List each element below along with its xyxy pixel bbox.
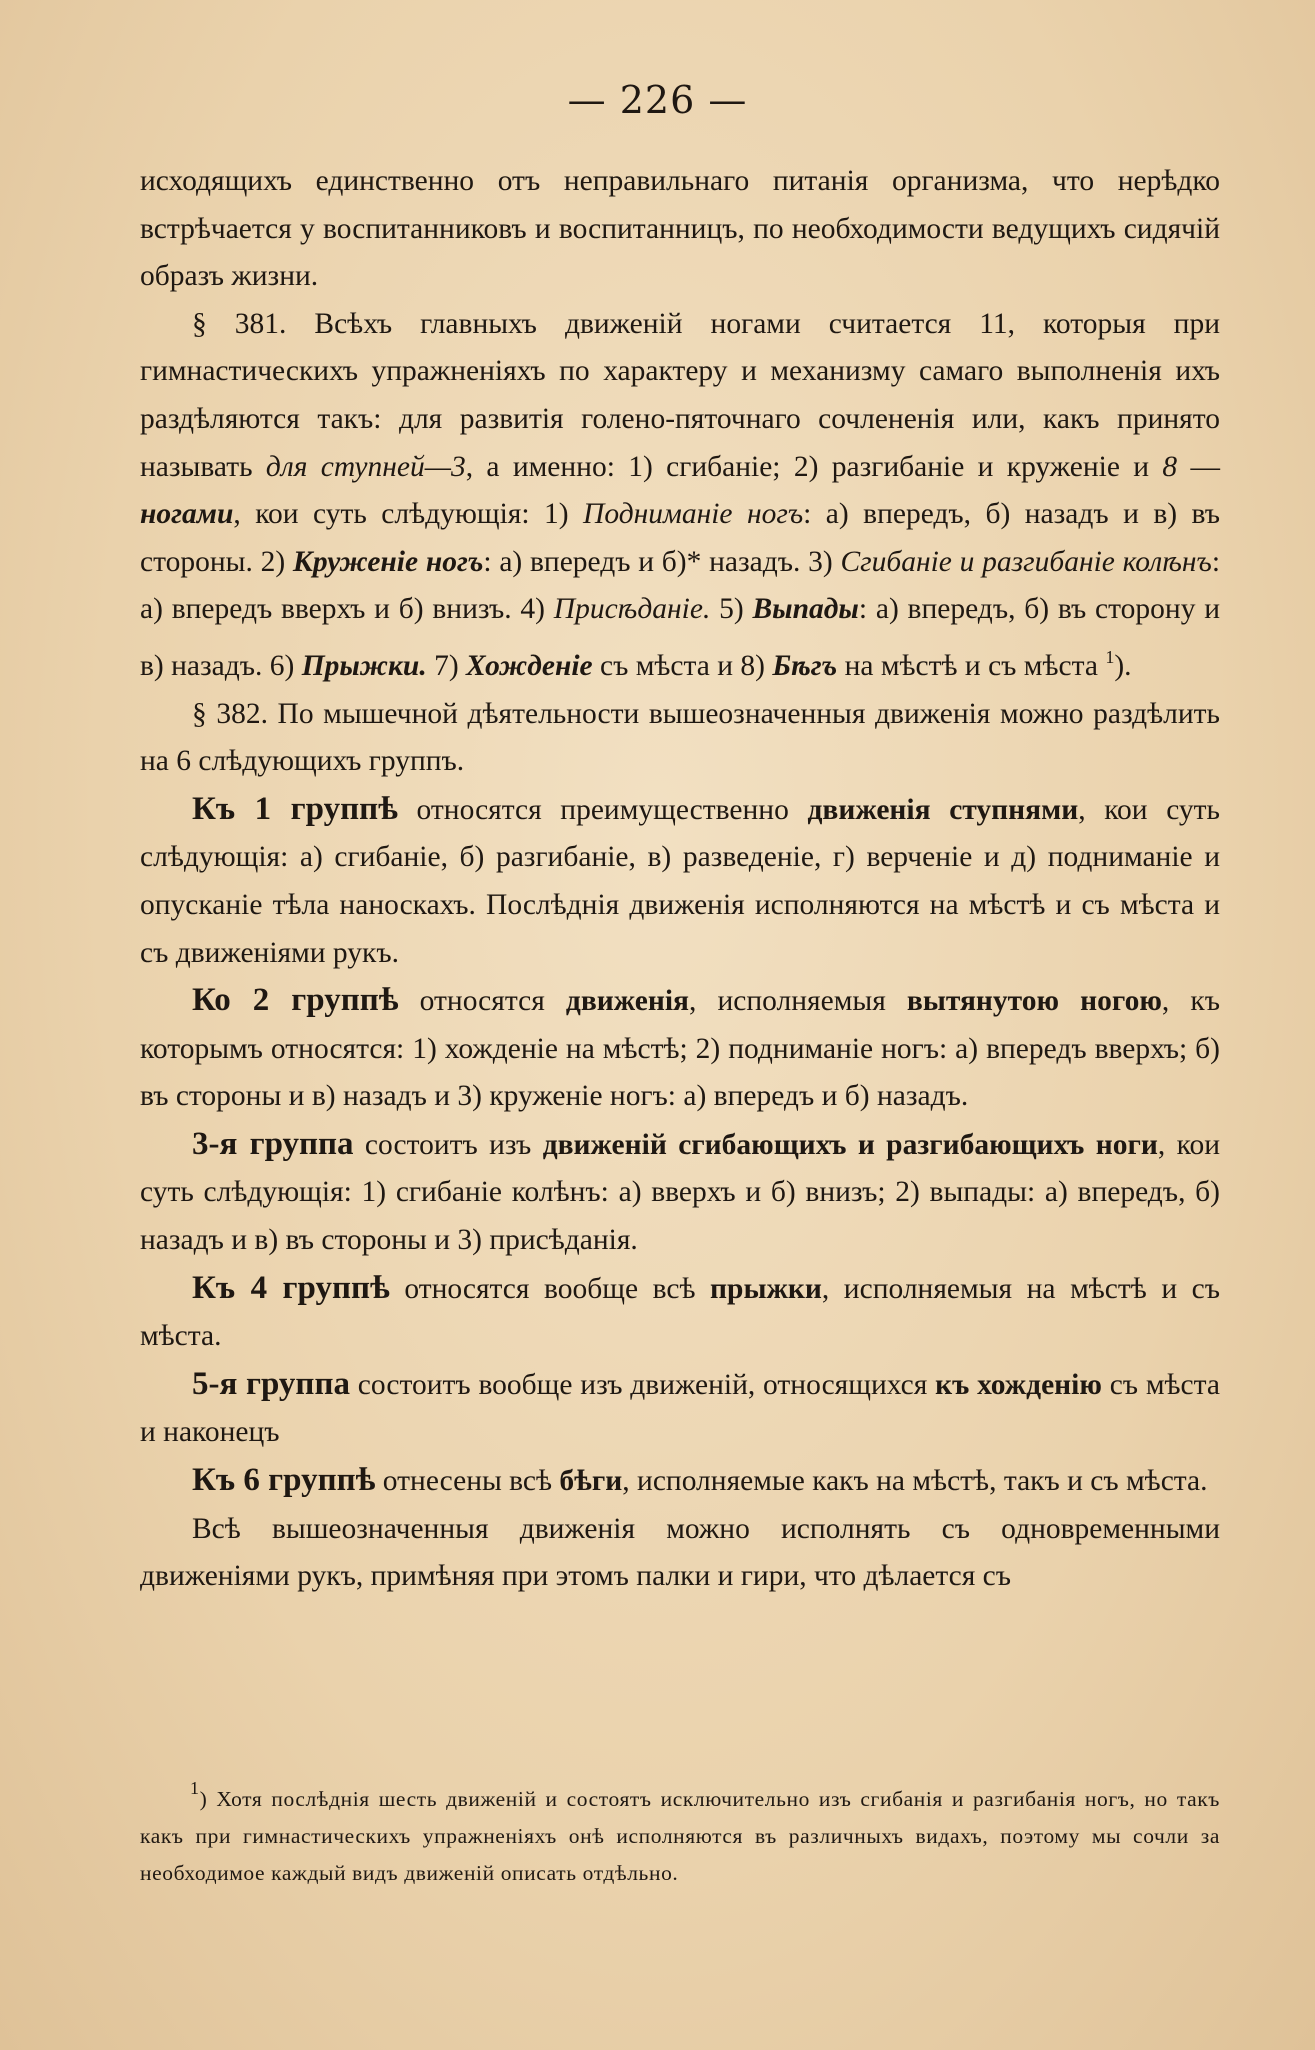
paragraph-continuation: исходящихъ единственно отъ неправильнаго питанія организма, что нерѣдко встрѣчается у воспитанниковъ и воспитанницъ, по необходимости ведущихъ сидячій образъ жизни. <box>140 165 1220 293</box>
footnote-1: $^1$) Хотя послѣднія шесть движеній и состоятъ исключительно изъ сгибанія и разгибанія ногъ, но такъ какъ при гимнастическихъ упражненіяхъ онѣ исполняются въ различныхъ видахъ, поэтому мы сочли за необходимое каждый видъ движеній описать отдѣльно. <box>140 1778 1220 1885</box>
group-4: Къ 4 группѣ относятся вообще всѣ прыжки, исполняемыя на мѣстѣ и съ мѣста. <box>140 1269 1221 1353</box>
footnotes <box>140 1770 1220 1892</box>
paragraph-381: § 381. Всѣхъ главныхъ движеній ногами считается 11, которыя при гимнастическихъ упражненіяхъ по характеру и механизму самаго выполненія ихъ раздѣляются такъ: для развитія голено-пяточнаго сочлененія или, какъ принято называть для ступней—3, а именно: 1) сгибаніе; 2) разгибаніе и круженіе и 8 — ногами, кои суть слѣдующія: 1) Подниманіе ногъ: а) впередъ, б) назадъ и в) въ стороны. 2) Круженіе ногъ: а) впередъ и б)* назадъ. 3) Сгибаніе и разгибаніе колѣнъ: а) впередъ вверхъ и б) внизъ. 4) Присѣданіе. 5) Выпады: а) впередъ, б) въ сторону и в) назадъ. 6) Прыжки. 7) Хожденіе съ мѣста и 8) Бѣгъ на мѣстѣ и съ мѣста $^1$). <box>140 307 1221 682</box>
paragraph-382: § 382. По мышечной дѣятельности вышеозначенныя движенія можно раздѣлить на 6 слѣдующихъ группъ. <box>140 697 1220 778</box>
footnote-ref: 1 <box>1105 646 1115 667</box>
group-2: Ко 2 группѣ относятся движенія, исполняемыя вытянутою ногою, къ которымъ относятся: 1) хожденіе на мѣстѣ; 2) подниманіе ногъ: а) впередъ вверхъ; б) въ стороны и в) назадъ и 3) круженіе ногъ: а) впередъ и б) назадъ. <box>140 982 1220 1113</box>
group-6: Къ 6 группѣ отнесены всѣ бѣги, исполняемые какъ на мѣстѣ, такъ и съ мѣста. <box>192 1462 1208 1499</box>
group-3: 3-я группа состоитъ изъ движеній сгибающихъ и разгибающихъ ноги, кои суть слѣдующія: 1) сгибаніе колѣнъ: а) вверхъ и б) внизъ; 2) выпады: а) впередъ, б) назадъ и в) въ стороны и 3) присѣданія. <box>140 1125 1220 1257</box>
group-5: 5-я группа состоитъ вообще изъ движеній, относящихся къ хожденію съ мѣста и наконецъ <box>140 1365 1220 1449</box>
footnote-mark: 1 <box>190 1778 200 1798</box>
main-text <box>140 158 1220 1601</box>
page-number: — 226 — <box>567 78 748 122</box>
paragraph-last: Всѣ вышеозначенныя движенія можно исполнять съ одновременными движеніями рукъ, примѣняя при этомъ палки и гири, что дѣлается съ <box>140 1512 1220 1593</box>
group-1: Къ 1 группѣ относятся преимущественно движенія ступнями, кои суть слѣдующія: а) сгибаніе, б) разгибаніе, в) разведеніе, г) верченіе и д) подниманіе и опусканіе тѣла наноскахъ. Послѣднія движенія исполняются на мѣстѣ и съ мѣста и съ движеніями рукъ. <box>140 790 1221 969</box>
